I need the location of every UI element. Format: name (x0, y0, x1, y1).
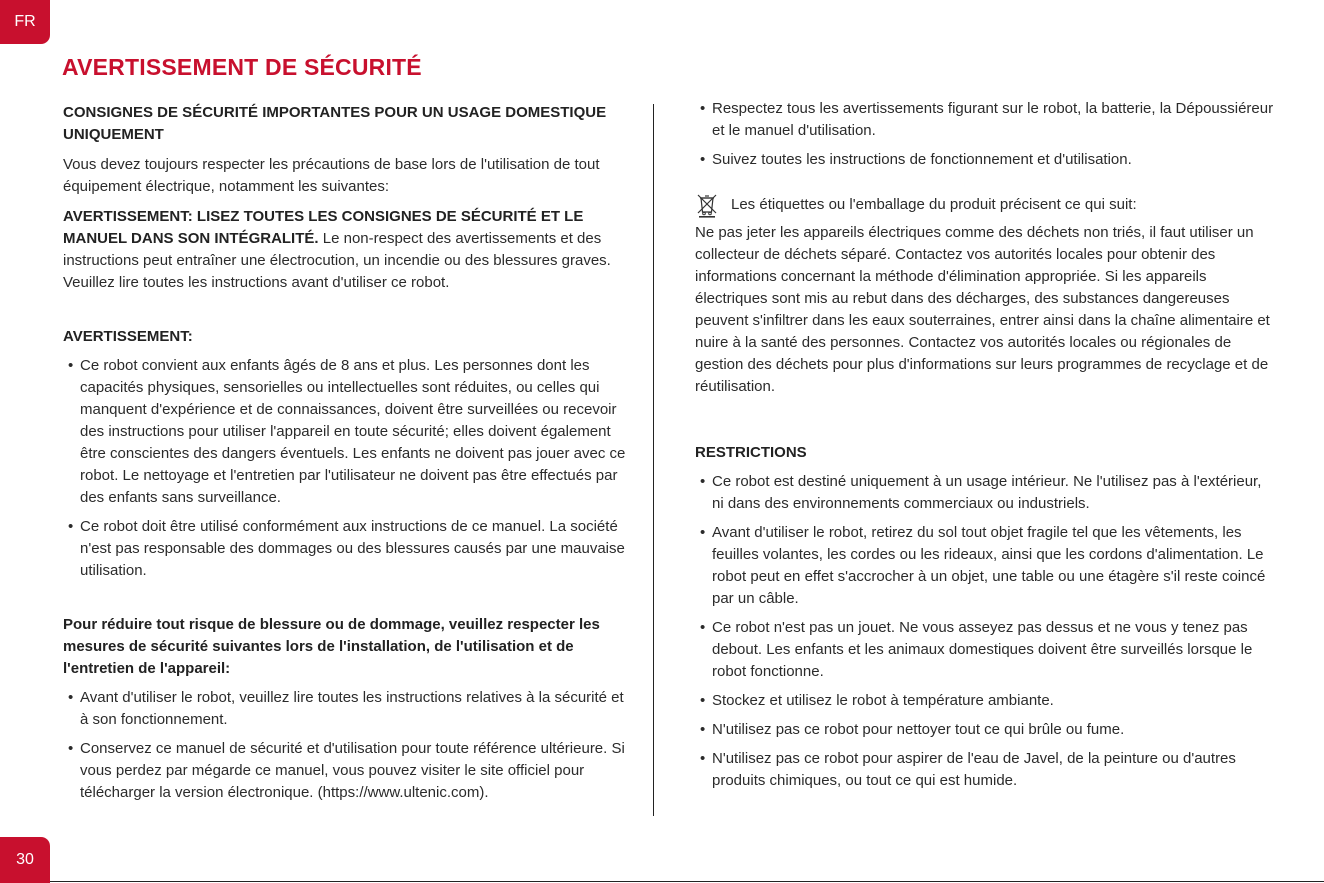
general-list (695, 98, 1275, 171)
warning-list (63, 355, 633, 582)
list-item: • Ce robot n'est pas un jouet. Ne vous asseyez pas dessus et ne vous y tenez pas debout. Les enfants et les animaux domestiques doivent être surveillés lorsque le robot fonctionne. (695, 617, 1275, 683)
list-item: • N'utilisez pas ce robot pour aspirer de l'eau de Javel, de la peinture ou d'autres produits chimiques, ou tout ce qui est humide. (695, 748, 1275, 792)
intro-paragraph: Vous devez toujours respecter les précautions de base lors de l'utilisation de tout équipement électrique, notamment les suivantes: (63, 156, 600, 195)
weee-label: Les étiquettes ou l'emballage du produit précisent ce qui suit: (731, 196, 1137, 213)
warning-paragraph (63, 206, 633, 294)
list-item: • Respectez tous les avertissements figurant sur le robot, la batterie, la Dépoussiéreur et le manuel d'utilisation. (695, 98, 1275, 142)
page-number: 30 (16, 851, 34, 868)
section-heading-restrictions: RESTRICTIONS (695, 444, 807, 461)
list-item: • Stockez et utilisez le robot à température ambiante. (695, 690, 1275, 712)
warning-rest-text: Le non-respect des avertissements et des instructions peut entraîner une électrocution, un incendie ou des blessures graves. Veuillez lire toutes les instructions avant d'utiliser ce robot. (63, 230, 611, 291)
weee-paragraph: Ne pas jeter les appareils électriques comme des déchets non triés, il faut utiliser un collecteur de déchets séparé. Contactez vos autorités locales pour obtenir des informations concernant la méthode d'élimination appropriée. Si les appareils électriques sont mis au rebut dans des décharges, des substances dangereuses peuvent s'infiltrer dans les eaux souterraines, entrer ainsi dans la chaîne alimentaire et nuire à la santé des personnes. Contactez vos autorités locales ou régionales de gestion des déchets pour plus d'informations sur leurs programmes de recyclage et de réutilisation. (695, 224, 1270, 395)
crossed-bin-icon (695, 192, 719, 218)
list-item: • Suivez toutes les instructions de fonctionnement et d'utilisation. (695, 149, 1275, 171)
list-item: • Avant d'utiliser le robot, retirez du sol tout objet fragile tel que les vêtements, les feuilles volantes, les cordes ou les rideaux, ainsi que les cordons d'alimentation. Le robot peut en effet s'accrocher à un objet, une table ou une étagère s'il reste coincé par un câble. (695, 522, 1275, 610)
language-tab (0, 0, 50, 44)
warning-bold-text: AVERTISSEMENT: LISEZ TOUTES LES CONSIGNES DE SÉCURITÉ ET LE MANUEL DANS SON INTÉGRALITÉ. (63, 208, 584, 247)
weee-notice-row (695, 192, 1275, 218)
restrictions-list (695, 471, 1275, 792)
section-heading-warning: AVERTISSEMENT: (63, 328, 193, 345)
measures-list (63, 687, 633, 804)
list-item: • Ce robot doit être utilisé conformément aux instructions de ce manuel. La société n'est pas responsable des dommages ou des blessures causés par une mauvaise utilisation. (63, 516, 633, 582)
list-item: • Ce robot est destiné uniquement à un usage intérieur. Ne l'utilisez pas à l'extérieur, ni dans des environnements commerciaux ou industriels. (695, 471, 1275, 515)
list-item: • Conservez ce manuel de sécurité et d'utilisation pour toute référence ultérieure. Si vous perdez par mégarde ce manuel, vous pouvez visiter le site officiel pour télécharger la version électronique. (https://www.ultenic.com). (63, 738, 633, 804)
list-item: • Ce robot convient aux enfants âgés de 8 ans et plus. Les personnes dont les capacités physiques, sensorielles ou intellectuelles sont réduites, ou celles qui manquent d'expérience et de connaissances, doivent être surveillées ou recevoir des instructions pour utiliser l'appareil en toute sécurité; elles doivent également être conscientes des dangers éventuels. Les enfants ne doivent pas jouer avec ce robot. Le nettoyage et l'entretien par l'utilisateur ne doivent pas être effectués par des enfants sans surveillance. (63, 355, 633, 509)
page-number-tab (0, 837, 50, 883)
bottom-rule (50, 881, 1324, 882)
right-column (695, 98, 1275, 792)
list-item: • Avant d'utiliser le robot, veuillez lire toutes les instructions relatives à la sécurité et à son fonctionnement. (63, 687, 633, 731)
section-heading-important: CONSIGNES DE SÉCURITÉ IMPORTANTES POUR UN USAGE DOMESTIQUE UNIQUEMENT (63, 104, 607, 143)
section-heading-measures: Pour réduire tout risque de blessure ou de dommage, veuillez respecter les mesures de sécurité suivantes lors de l'installation, de l'utilisation et de l'entretien de l'appareil: (63, 616, 600, 677)
list-item: • N'utilisez pas ce robot pour nettoyer tout ce qui brûle ou fume. (695, 719, 1275, 741)
page-title: AVERTISSEMENT DE SÉCURITÉ (62, 54, 422, 80)
language-label: FR (14, 13, 36, 30)
left-column (63, 102, 633, 804)
column-divider (653, 104, 654, 816)
